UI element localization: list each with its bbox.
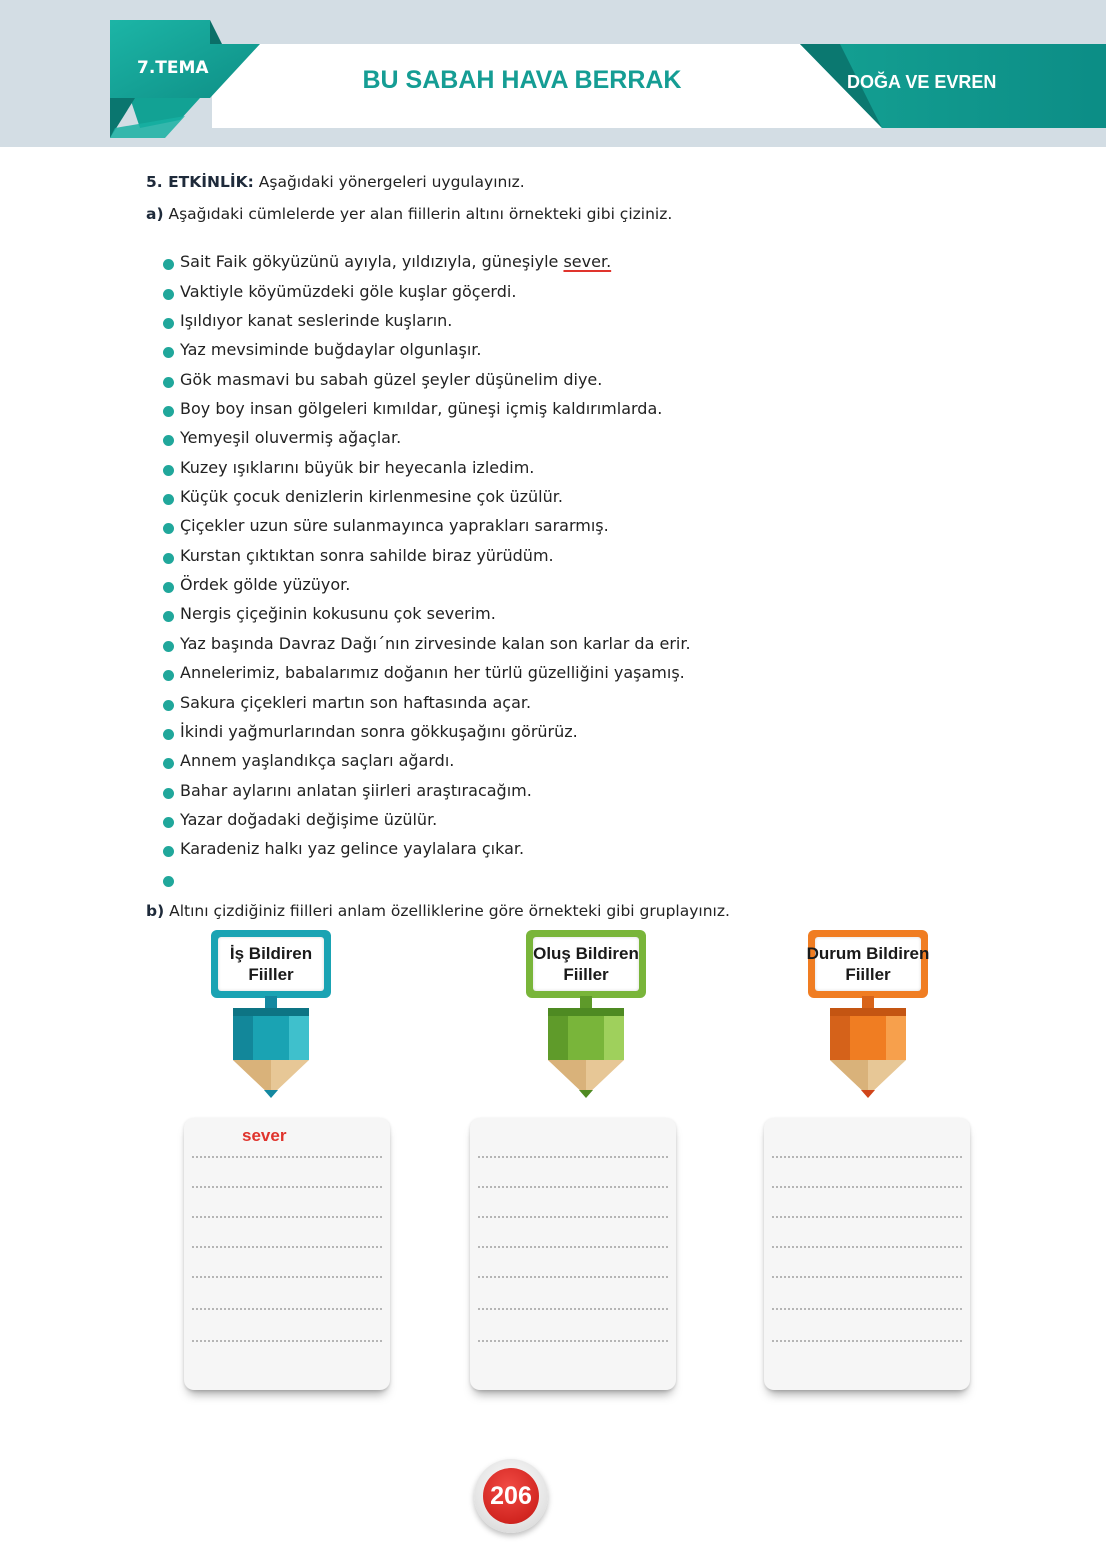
part-b-label: b): [146, 902, 165, 920]
bullet-icon: [163, 876, 174, 887]
activity-number: 5. ETKİNLİK:: [146, 173, 254, 191]
bullet-icon: [163, 377, 174, 388]
sentence-text: Annelerimiz, babalarımız doğanın her türlü güzelliğini yaşamış.: [180, 663, 685, 683]
bullet-icon: [163, 788, 174, 799]
example-verb: sever.: [563, 252, 612, 272]
list-item: [163, 391, 691, 420]
dotted-line: [772, 1340, 962, 1342]
bullet-icon: [163, 846, 174, 857]
group-label: [533, 937, 639, 991]
list-item: [163, 596, 691, 625]
part-b-instruction-text: Altını çizdiğiniz fiilleri anlam özelliklerine göre örnekteki gibi gruplayınız.: [169, 902, 730, 920]
sentence-text: Vaktiyle köyümüzdeki göle kuşlar göçerdi.: [180, 281, 517, 301]
list-item: [163, 449, 691, 478]
sentence-list: [163, 244, 691, 890]
group-label-box: [808, 930, 928, 998]
pencil-icon: [544, 996, 628, 1108]
sentence-text: Küçük çocuk denizlerin kirlenmesine çok üzülür.: [180, 487, 563, 507]
dotted-line: [192, 1246, 382, 1248]
list-item: [163, 273, 691, 302]
list-item: [163, 567, 691, 596]
list-item: [163, 684, 691, 713]
bullet-icon: [163, 465, 174, 476]
list-item: [163, 508, 691, 537]
group-label-line2: Fiiller: [248, 965, 294, 984]
list-item: [163, 802, 691, 831]
dotted-line: [192, 1340, 382, 1342]
group-label-line1: Oluş Bildiren: [533, 944, 639, 963]
example-sentence: Sait Faik gökyüzünü ayıyla, yıldızıyla, güneşiyle: [180, 252, 564, 272]
sentence-text: Bahar aylarını anlatan şiirleri araştıracağım.: [180, 780, 532, 800]
dotted-line: [772, 1186, 962, 1188]
dotted-line: [478, 1216, 668, 1218]
bullet-icon: [163, 817, 174, 828]
activity-instruction-text: Aşağıdaki yönergeleri uygulayınız.: [258, 173, 525, 191]
list-item: [163, 743, 691, 772]
bullet-icon: [163, 553, 174, 564]
sentence-text: Karadeniz halkı yaz gelince yaylalara çıkar.: [180, 839, 525, 859]
sentence-text: Gök masmavi bu sabah güzel şeyler düşünelim diye.: [180, 369, 603, 389]
part-a-label: a): [146, 205, 164, 223]
list-item: [163, 714, 691, 743]
dotted-line: [192, 1216, 382, 1218]
bullet-icon: [163, 435, 174, 446]
bullet-icon: [163, 758, 174, 769]
sentence-text: Boy boy insan gölgeleri kımıldar, güneşi içmiş kaldırımlarda.: [180, 399, 663, 419]
bullet-icon: [163, 494, 174, 505]
group-label-box: [211, 930, 331, 998]
bullet-icon: [163, 582, 174, 593]
verb-group-action: [211, 930, 431, 1410]
bullet-icon: [163, 670, 174, 681]
list-item: [163, 420, 691, 449]
dotted-line: [772, 1216, 962, 1218]
bullet-icon: [163, 318, 174, 329]
page-number: 206: [483, 1468, 539, 1524]
list-item: [163, 860, 691, 889]
part-a-instruction-text: Aşağıdaki cümlelerde yer alan fiillerin altını örnekteki gibi çiziniz.: [168, 205, 673, 223]
dotted-line: [772, 1156, 962, 1158]
list-item: [163, 655, 691, 684]
dotted-line: [478, 1276, 668, 1278]
dotted-line: [192, 1186, 382, 1188]
sentence-text: Kurstan çıktıktan sonra sahilde biraz yürüdüm.: [180, 545, 554, 565]
list-item: [163, 479, 691, 508]
example-answer: sever: [242, 1126, 287, 1145]
sentence-text: Yazar doğadaki değişime üzülür.: [180, 809, 438, 829]
part-a-instruction: [146, 205, 672, 223]
bullet-icon: [163, 347, 174, 358]
answer-card: [764, 1118, 970, 1390]
list-item: [163, 332, 691, 361]
list-item-example: [163, 244, 691, 273]
list-item: [163, 361, 691, 390]
dotted-line: [478, 1186, 668, 1188]
unit-label: 7.TEMA: [137, 58, 209, 78]
sentence-text: Nergis çiçeğinin kokusunu çok severim.: [180, 604, 496, 624]
dotted-line: [772, 1308, 962, 1310]
answer-card: [470, 1118, 676, 1390]
sentence-text: Yemyeşil oluvermiş ağaçlar.: [180, 428, 402, 448]
verb-group-process: [526, 930, 746, 1410]
list-item: [163, 537, 691, 566]
sentence-text: Sakura çiçekleri martın son haftasında açar.: [180, 692, 532, 712]
group-label-line2: Fiiller: [845, 965, 891, 984]
group-label-box: [526, 930, 646, 998]
sentence-text: Yaz başında Davraz Dağı´nın zirvesinde kalan son karlar da erir.: [180, 633, 691, 653]
sentence-text: İkindi yağmurlarından sonra gökkuşağını görürüz.: [180, 721, 578, 741]
bullet-icon: [163, 729, 174, 740]
list-item: [163, 831, 691, 860]
sentence-text: Işıldıyor kanat seslerinde kuşların.: [180, 311, 453, 331]
verb-group-state: [808, 930, 1028, 1410]
dotted-line: [192, 1308, 382, 1310]
list-item: [163, 303, 691, 332]
sentence-text: Çiçekler uzun süre sulanmayınca yaprakları sararmış.: [180, 516, 609, 536]
page-title: BU SABAH HAVA BERRAK: [362, 66, 682, 94]
list-item: [163, 772, 691, 801]
bullet-icon: [163, 641, 174, 652]
answer-card: [184, 1118, 390, 1390]
sentence-text: Ördek gölde yüzüyor.: [180, 575, 351, 595]
bullet-icon: [163, 406, 174, 417]
activity-instruction: [146, 173, 525, 191]
bullet-icon: [163, 289, 174, 300]
part-b-instruction: [146, 902, 730, 920]
dotted-line: [478, 1156, 668, 1158]
sentence-text: Kuzey ışıklarını büyük bir heyecanla izledim.: [180, 457, 535, 477]
pencil-icon: [826, 996, 910, 1108]
pencil-icon: [229, 996, 313, 1108]
group-label: [806, 937, 930, 991]
bullet-icon: [163, 259, 174, 270]
page-number-badge: [474, 1459, 548, 1533]
dotted-line: [478, 1246, 668, 1248]
dotted-line: [772, 1246, 962, 1248]
dotted-line: [478, 1340, 668, 1342]
bullet-icon: [163, 523, 174, 534]
bullet-icon: [163, 611, 174, 622]
group-label-line1: İş Bildiren: [229, 944, 313, 963]
dotted-line: [192, 1156, 382, 1158]
dotted-line: [772, 1276, 962, 1278]
group-label: [218, 937, 324, 991]
sentence-text: Yaz mevsiminde buğdaylar olgunlaşır.: [180, 340, 482, 360]
group-label-line2: Fiiller: [563, 965, 609, 984]
dotted-line: [192, 1276, 382, 1278]
sentence-text: Annem yaşlandıkça saçları ağardı.: [180, 751, 455, 771]
dotted-line: [478, 1308, 668, 1310]
bullet-icon: [163, 700, 174, 711]
group-label-line1: Durum Bildiren: [806, 944, 930, 963]
list-item: [163, 625, 691, 654]
theme-label: DOĞA VE EVREN: [847, 72, 997, 92]
